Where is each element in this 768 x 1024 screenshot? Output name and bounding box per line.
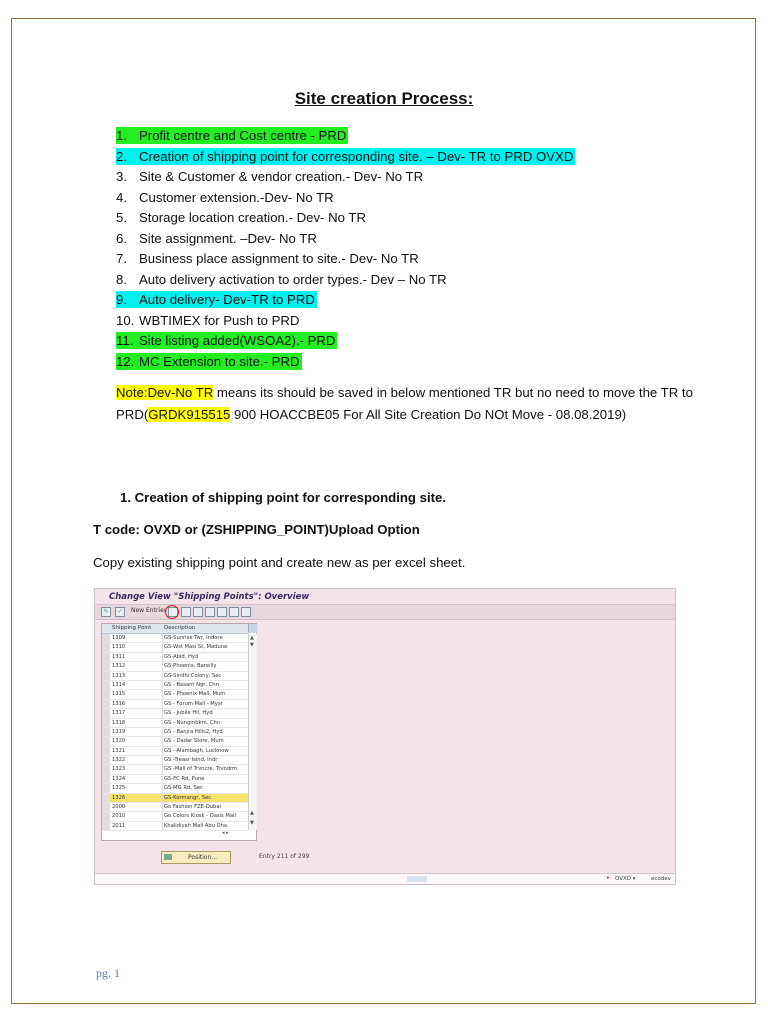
list-item-text: [116, 127, 348, 144]
table-row[interactable]: [102, 719, 248, 728]
shipping-point-cell: 1310: [112, 644, 126, 651]
row-selector[interactable]: [102, 737, 110, 745]
shipping-point-cell: 2011: [112, 822, 126, 829]
row-selector[interactable]: [102, 634, 110, 642]
list-item: [116, 147, 575, 168]
table-row[interactable]: [102, 756, 248, 765]
list-item-label: Site listing added(WSOA2).- PRD: [139, 333, 336, 348]
row-selector[interactable]: [102, 756, 110, 764]
system-host: ecodev: [651, 876, 671, 882]
transport-request-number: GRDK915515: [148, 406, 231, 422]
shipping-point-cell: 1311: [112, 653, 126, 660]
list-item-text: [116, 168, 425, 185]
row-selector[interactable]: [102, 822, 110, 830]
new-entries-button[interactable]: New Entries: [131, 607, 167, 614]
list-item: [116, 126, 575, 147]
column-header-shipping-point[interactable]: Shipping Point: [112, 625, 152, 631]
row-selector[interactable]: [102, 653, 110, 661]
list-item: [116, 249, 575, 270]
section-heading: 1. Creation of shipping point for corresponding site.: [120, 490, 447, 505]
list-item-label: Auto delivery activation to order types.- Dev – No TR: [139, 271, 447, 287]
table-row[interactable]: [102, 653, 248, 662]
description-cell: GS - Alambagh, Lucknow: [164, 747, 229, 754]
description-cell: GS -Mall of Trvncre, Trvndrm: [164, 766, 238, 773]
list-item-text: [116, 189, 336, 206]
table-row[interactable]: [102, 765, 248, 774]
row-selector[interactable]: [102, 784, 110, 792]
check-icon[interactable]: ✓: [115, 607, 125, 617]
row-selector[interactable]: [102, 690, 110, 698]
list-item-text: [116, 148, 575, 165]
list-item-label: WBTIMEX for Push to PRD: [139, 312, 300, 328]
row-selector[interactable]: [102, 672, 110, 680]
sap-status-bar: [95, 873, 675, 885]
description-cell: GS - Forum Mall - Mysr: [164, 700, 223, 707]
select-block-icon[interactable]: [229, 607, 239, 617]
note-paragraph: [116, 382, 696, 425]
description-cell: GS-Wst Masi St, Madurai: [164, 644, 228, 651]
description-cell: GS -Treasr Islnd, Indr: [164, 757, 218, 764]
shipping-point-cell: 1319: [112, 728, 126, 735]
description-cell: GS - Dadar Store, Mum: [164, 738, 224, 745]
list-item-number: 7.: [116, 251, 127, 266]
shipping-point-cell: 2010: [112, 813, 126, 820]
table-row[interactable]: [102, 794, 248, 803]
description-cell: Khalidiyah Mall Abu Dha: [164, 822, 228, 829]
list-item-number: 1.: [116, 128, 127, 143]
table-row[interactable]: [102, 643, 248, 652]
row-selector[interactable]: [102, 728, 110, 736]
shipping-point-cell: 1317: [112, 710, 126, 717]
scroll-up-icon[interactable]: ▲: [250, 810, 254, 816]
page-title: Site creation Process:: [294, 89, 474, 108]
shipping-point-cell: 1315: [112, 691, 126, 698]
row-selector[interactable]: [102, 812, 110, 820]
deselect-all-icon[interactable]: [217, 607, 227, 617]
table-row[interactable]: [102, 662, 248, 671]
select-all-icon[interactable]: [205, 607, 215, 617]
shipping-point-cell: 1318: [112, 719, 126, 726]
position-icon: [164, 854, 172, 860]
row-selector[interactable]: [102, 643, 110, 651]
shipping-point-cell: 1323: [112, 766, 126, 773]
list-item-text: [116, 353, 302, 370]
list-item-number: 11.: [116, 333, 134, 348]
shipping-point-cell: 1325: [112, 785, 126, 792]
description-cell: GS - Jubile Hil, Hyd: [164, 710, 213, 717]
table-settings-icon[interactable]: [248, 624, 257, 633]
shipping-point-cell: 1324: [112, 775, 126, 782]
tcode-line: T code: OVXD or (ZSHIPPING_POINT)Upload Option: [93, 522, 420, 537]
note-text-1: means its should be saved in below mentioned TR but no need to move the TR to PRD(: [116, 385, 693, 422]
list-item: [116, 311, 575, 332]
list-item-text: [116, 332, 337, 349]
description-cell: GS-MG Rd, Sec: [164, 785, 203, 792]
table-row[interactable]: [102, 690, 248, 699]
shipping-point-cell: 1312: [112, 663, 126, 670]
list-item-number: 5.: [116, 210, 127, 225]
list-item-text: [116, 291, 317, 308]
list-item-text: [116, 250, 421, 267]
table-row[interactable]: [102, 812, 248, 821]
list-item: [116, 331, 575, 352]
list-item-number: 2.: [116, 148, 127, 164]
row-selector[interactable]: [102, 803, 110, 811]
list-item-label: Profit centre and Cost centre - PRD: [139, 128, 347, 143]
list-item-label: Site assignment. –Dev- No TR: [139, 230, 317, 246]
shipping-point-cell: 1321: [112, 747, 126, 754]
list-item-label: Auto delivery- Dev-TR to PRD: [139, 292, 315, 307]
row-selector[interactable]: [102, 709, 110, 717]
table-row[interactable]: [102, 728, 248, 737]
table-row[interactable]: [102, 709, 248, 718]
list-item: [116, 352, 575, 373]
shipping-point-cell: 1320: [112, 738, 126, 745]
process-steps-list: [116, 126, 575, 372]
list-item-number: 4.: [116, 189, 127, 205]
shipping-point-cell: 2000: [112, 804, 126, 811]
description-cell: GS-Kormangr, Sec: [164, 794, 212, 801]
list-item: [116, 208, 575, 229]
shipping-point-cell: 1313: [112, 672, 126, 679]
sap-screenshot: [94, 588, 676, 885]
position-button[interactable]: [161, 851, 231, 864]
table-rows: [102, 634, 248, 831]
sap-toolbar: [95, 604, 675, 620]
row-selector[interactable]: [102, 794, 110, 802]
status-flag-icon: ▸: [607, 875, 610, 881]
vertical-scrollbar[interactable]: [248, 634, 257, 830]
horizontal-scrollbar[interactable]: ◂ ▸: [222, 830, 229, 836]
scroll-down-icon[interactable]: ▼: [250, 642, 254, 648]
description-cell: GS-Phoenix, Bareilly: [164, 663, 217, 670]
table-header: [102, 624, 248, 634]
table-row[interactable]: [102, 634, 248, 643]
list-item-label: Customer extension.-Dev- No TR: [139, 189, 334, 205]
table-row[interactable]: [102, 681, 248, 690]
list-item-text: [116, 312, 302, 329]
description-cell: Go Fashion FZE-Dubai: [164, 804, 221, 811]
description-cell: GS-Sunrise Twr, Indore: [164, 635, 223, 641]
position-button-label: Position...: [188, 854, 218, 861]
undo-icon[interactable]: [193, 607, 203, 617]
system-transaction[interactable]: OVXD ▾: [615, 876, 636, 882]
table-row[interactable]: [102, 775, 248, 784]
list-item-number: 8.: [116, 271, 127, 287]
description-cell: GS - Banjra Hills2, Hyd: [164, 728, 223, 735]
list-item: [116, 229, 575, 250]
column-header-description[interactable]: Description: [164, 625, 196, 631]
table-row[interactable]: [102, 784, 248, 793]
table-row[interactable]: [102, 737, 248, 746]
list-item-text: [116, 230, 319, 247]
row-selector[interactable]: [102, 719, 110, 727]
list-item-number: 6.: [116, 230, 127, 246]
note-text-2: 900 HOACCBE05 For All Site Creation Do NOt Move - 08.08.2019): [230, 406, 627, 422]
list-item: [116, 167, 575, 188]
list-item-number: 12.: [116, 353, 135, 369]
description-cell: GS-Sindhi Colony, Sec: [164, 672, 222, 679]
description-cell: GS - Nungmbkm, Chn: [164, 719, 221, 726]
row-selector[interactable]: [102, 681, 110, 689]
row-selector[interactable]: [102, 747, 110, 755]
row-selector[interactable]: [102, 765, 110, 773]
list-item-text: [116, 271, 449, 288]
list-item-label: Site & Customer & vendor creation.- Dev- No TR: [139, 169, 424, 184]
table-row[interactable]: [102, 803, 248, 812]
sap-logo-icon: [407, 876, 427, 882]
description-cell: Go Colors Kiosk - Oasis Mall: [164, 813, 236, 820]
table-row[interactable]: [102, 747, 248, 756]
list-item-label: MC Extension to site.- PRD: [139, 353, 300, 369]
shipping-point-cell: 1309: [112, 635, 126, 641]
shipping-points-table: [101, 623, 257, 841]
scroll-up-icon[interactable]: ▲: [250, 635, 254, 641]
list-item-label: Storage location creation.- Dev- No TR: [139, 210, 366, 225]
row-selector[interactable]: [102, 775, 110, 783]
sap-screen-title: Change View "Shipping Points": Overview: [109, 592, 310, 602]
table-row[interactable]: [102, 700, 248, 709]
delete-icon[interactable]: [181, 607, 191, 617]
description-cell: GS-FC Rd, Pune: [164, 775, 205, 782]
scroll-down-icon[interactable]: ▼: [250, 820, 254, 826]
list-item: [116, 270, 575, 291]
copy-instruction: Copy existing shipping point and create new as per excel sheet.: [93, 555, 466, 570]
list-item-number: 3.: [116, 169, 127, 184]
print-icon[interactable]: [241, 607, 251, 617]
shipping-point-cell: 1326: [112, 794, 126, 801]
list-item: [116, 188, 575, 209]
shipping-point-cell: 1322: [112, 757, 126, 764]
list-item-text: [116, 209, 368, 226]
description-cell: GS - Basant Ngr, Chn: [164, 681, 219, 688]
note-label: Note:Dev-No TR: [116, 385, 214, 400]
table-row[interactable]: [102, 672, 248, 681]
list-item-label: Creation of shipping point for corresponding site. – Dev- TR to PRD OVXD: [139, 148, 574, 164]
list-item: [116, 290, 575, 311]
row-selector[interactable]: [102, 700, 110, 708]
description-cell: GS - Phoenix Mall, Mum: [164, 691, 226, 698]
page-number: pg. 1: [96, 966, 120, 980]
entry-counter: Entry 211 of 299: [259, 853, 310, 860]
list-item-number: 9.: [116, 292, 127, 307]
display-change-icon[interactable]: ✎: [101, 607, 111, 617]
row-selector[interactable]: [102, 662, 110, 670]
list-item-label: Business place assignment to site.- Dev- No TR: [139, 251, 419, 266]
shipping-point-cell: 1316: [112, 700, 126, 707]
description-cell: GS-Abid, Hyd: [164, 653, 199, 660]
list-item-number: 10.: [116, 312, 135, 328]
shipping-point-cell: 1314: [112, 681, 126, 688]
copy-as-highlight-circle: [165, 605, 179, 619]
